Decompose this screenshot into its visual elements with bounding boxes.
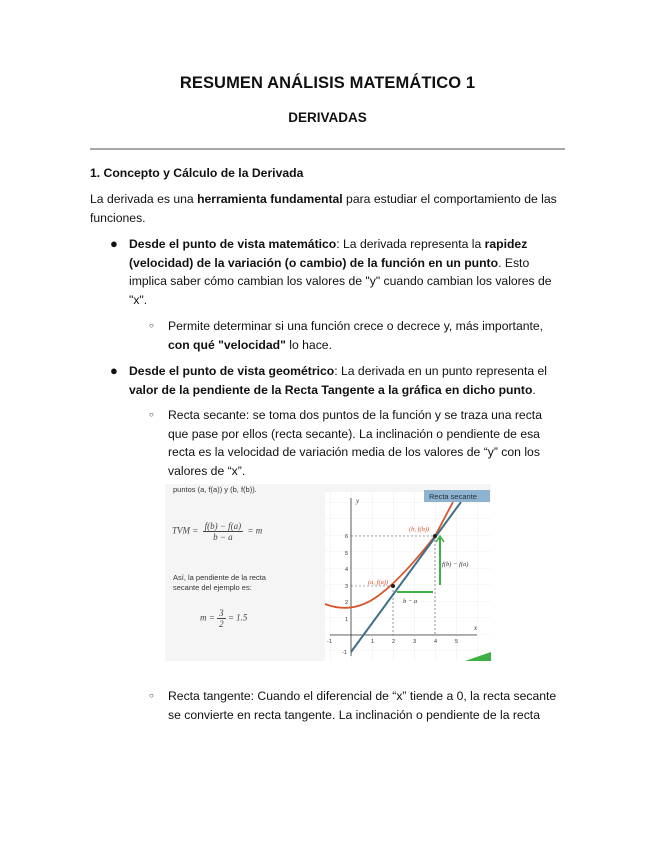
intro-text-2: para estudiar el comportamiento de las funciones. [90,192,557,225]
point-b [433,534,437,538]
horizontal-rule [90,148,565,150]
sub-bullet-secant: Recta secante: se toma dos puntos de la función y se traza una recta que pase por ellos (recta secante). La inclinación o pendiente de esa recta es la velocidad de variación media de los valores de “y” con los valores de “x”. [168,408,542,478]
figure-top-caption: puntos (a, f(a)) y (b, f(b)). [173,485,257,494]
x-tick: -1 [327,639,332,645]
bullet-dot: ● [110,236,118,251]
bullet-geo-text-1: : La derivada en un punto representa el [334,364,547,378]
bullet-geo-bold-2: valor de la pendiente de la Recta Tangente a la gráfica en dicho punto [129,382,533,397]
sub-bullet-circle: ○ [149,410,154,419]
sub-bullet-circle: ○ [149,691,154,700]
point-a [391,584,395,588]
x-tick: 4 [434,639,438,645]
sub-bullet-velocity [168,317,565,354]
legend-label: Recta secante [429,492,477,501]
intro-paragraph [90,190,565,227]
x-tick: 3 [413,639,417,645]
bullet-geo-text-2: . [532,382,536,397]
secant-graph [165,484,491,661]
tvm-lhs: TVM = [172,525,201,536]
y-tick: -1 [342,650,347,656]
y-axis-label: y [356,497,360,505]
sub-velocity-bold: con qué "velocidad" [168,337,286,352]
bullet-dot: ● [110,363,118,378]
bullet-math-bold-2: rapidez (velocidad) de la variación (o cambio) de la función en un punto [129,237,528,270]
y-tick: 5 [345,551,349,557]
x-tick: 1 [371,639,375,645]
bullet-geo-bold-1: Desde el punto de vista geométrico [129,364,335,378]
x-tick: 2 [392,639,396,645]
graph-grid [325,492,491,661]
bullet-math-text-1: : La derivada representa la [336,237,485,251]
tvm-rhs: = m [247,525,263,536]
label-point-b: (b, f(b)) [409,526,430,533]
section-heading: 1. Concepto y Cálculo de la Derivada [90,166,304,180]
m-denominator: 2 [219,619,224,629]
y-tick: 6 [345,534,349,540]
intro-text-1: La derivada es una [90,192,198,206]
m-rhs: = 1.5 [227,612,248,623]
label-delta-y: f(b) − f(a) [442,561,469,568]
sub-velocity-text-2: lo hace. [285,337,332,352]
x-axis-label: x [474,624,478,632]
m-lhs: m = [200,612,218,623]
document-subtitle: DERIVADAS [288,110,367,125]
tvm-denominator: b − a [213,532,233,542]
label-point-a: (a, f(a)) [368,579,389,586]
sub-bullet-tangent: Recta tangente: Cuando el diferencial de “x” tiende a 0, la recta secante se convierte en recta tangente. La inclinación o pendiente de la recta [168,689,557,722]
sub-velocity-text-1: Permite determinar si una función crece o decrece y, más importante, [168,319,544,333]
label-delta-x: b − a [403,598,418,605]
tvm-numerator: f(b) − f(a) [204,521,242,531]
y-tick: 1 [345,617,349,623]
bullet-math-bold-1: Desde el punto de vista matemático [129,237,337,251]
y-tick: 2 [345,600,349,606]
secant-figure [165,484,491,661]
intro-bold: herramienta fundamental [197,192,343,206]
bullet-geometry [129,362,565,399]
x-tick: 5 [455,639,459,645]
y-tick: 4 [345,567,349,573]
slope-text: Así, la pendiente de la recta secante del ejemplo es: [173,573,266,592]
bullet-math-text-2: . Esto implica saber cómo cambian los valores de "y" cuando cambian los valores de "x". [129,255,552,307]
bullet-math [129,235,565,309]
y-tick: 3 [345,584,349,590]
document-title: RESUMEN ANÁLISIS MATEMÁTICO 1 [179,74,476,92]
sub-bullet-circle: ○ [149,321,154,330]
m-numerator: 3 [219,608,224,618]
